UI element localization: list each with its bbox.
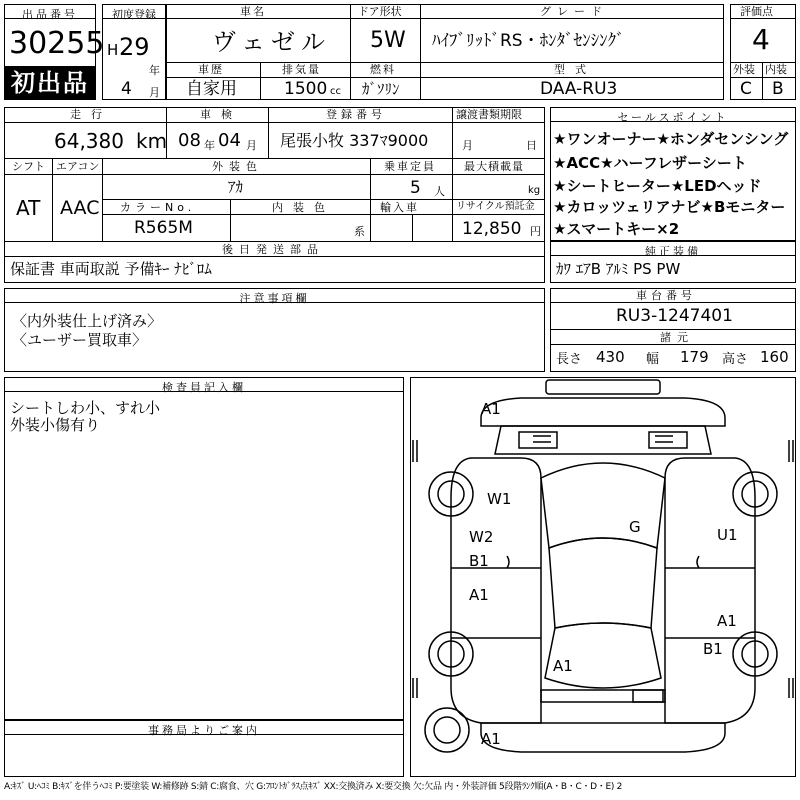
- legend: A:ｷｽﾞ U:ﾍｺﾐ B:ｷｽﾞを伴うﾍｺﾐ P:要塗装 W:補修跡 S:錆 C:腐食、穴 G:ﾌﾛﾝﾄｶﾞﾗｽ点ｷｽﾞ XX:交換済み X:要交換 欠:欠品 内・外装評価 5段階ﾗﾝｸ順(A・B・C・D・E) 2: [4, 782, 623, 792]
- year-unit: 年: [149, 64, 160, 77]
- right-side-outline: [665, 458, 755, 723]
- width: 179: [680, 348, 709, 366]
- damage-code-right-rear-door: A1: [717, 612, 737, 630]
- sales-point: ★スマートキー×2: [553, 220, 680, 238]
- inspection-label: 車検: [200, 108, 242, 121]
- history: 自家用: [186, 79, 237, 99]
- equipment-value: ｶﾜ ｴｱB ｱﾙﾐ PS PW: [556, 260, 681, 278]
- first-listing-badge: 初出品: [5, 66, 95, 100]
- capacity-label: 乗車定員: [384, 160, 436, 173]
- rear-plate: [541, 690, 665, 702]
- load-label: 最大積載量: [464, 160, 524, 173]
- sales-point: ★ワンオーナー★ホンダセンシング: [553, 130, 789, 148]
- height-label: 高さ: [722, 352, 749, 367]
- model: DAA-RU3: [540, 79, 618, 99]
- roof: [549, 538, 657, 628]
- first-reg-year: 29: [119, 33, 150, 61]
- sales-point: ★ACC★ハーフレザーシート: [553, 154, 747, 172]
- inspector-label: 検査員記入欄: [162, 381, 246, 394]
- rating: 4: [752, 23, 770, 56]
- hood-outline: [495, 426, 711, 454]
- front-bumper-outline: [481, 398, 725, 426]
- first-reg-month: 4: [121, 79, 132, 99]
- first-registration-box: [102, 4, 166, 100]
- note-line: 〈ユーザー買取車〉: [12, 331, 148, 349]
- inspection-year-unit: 年: [204, 139, 215, 152]
- office-label: 事務局よりご案内: [148, 724, 260, 737]
- chassis-number: RU3-1247401: [616, 306, 733, 326]
- displacement-unit: cc: [330, 86, 341, 97]
- car-name: ヴェゼル: [212, 28, 332, 56]
- damage-code-roof-rear: A1: [553, 657, 573, 675]
- transfer-label: 譲渡書類期限: [456, 108, 522, 121]
- damage-code-front-bumper: A1: [481, 400, 501, 418]
- mileage-label: 走行: [70, 108, 112, 121]
- mileage-unit: km: [136, 129, 168, 153]
- grade: ﾊｲﾌﾞﾘｯﾄﾞRS・ﾎﾝﾀﾞｾﾝｼﾝｸﾞ: [432, 31, 625, 51]
- car-diagram-panel: [410, 377, 796, 777]
- damage-code-front-left-fender: W1: [487, 490, 512, 508]
- rear-window: [545, 623, 661, 688]
- door-label: ドア形状: [358, 5, 402, 18]
- width-label: 幅: [646, 352, 660, 367]
- capacity: 5: [410, 178, 421, 198]
- notes-label: 注意事項欄: [239, 292, 310, 305]
- capacity-unit: 人: [434, 185, 445, 198]
- displacement: 1500: [284, 79, 328, 99]
- exterior-label: 外装: [733, 63, 755, 76]
- era: H: [107, 41, 119, 59]
- sales-point: ★シートヒーター★LEDヘッド: [553, 177, 762, 195]
- inspector-line: 外装小傷有り: [10, 416, 101, 434]
- damage-code-rear-bumper: A1: [481, 730, 501, 748]
- color-no-label: カラーNo.: [120, 201, 196, 214]
- inspection-month: 04: [218, 130, 241, 151]
- sales-points-label: セールスポイント: [617, 111, 729, 124]
- color-label: 外装色: [212, 160, 263, 173]
- damage-code-right-front-door: U1: [717, 526, 738, 544]
- first-reg-label: 初度登録: [112, 8, 156, 21]
- fuel: ｶﾞｿﾘﾝ: [362, 80, 400, 98]
- note-line: 〈内外装仕上げ済み〉: [12, 312, 163, 330]
- later-parts-label: 後日発送部品: [222, 243, 324, 256]
- shift: AT: [16, 196, 41, 220]
- displacement-label: 排気量: [282, 63, 321, 76]
- dims-label: 諸元: [660, 331, 694, 344]
- recycle-unit: 円: [530, 225, 541, 238]
- interior-label: 内装: [765, 63, 787, 76]
- damage-code-left-front-door-w: W2: [469, 528, 494, 546]
- grade-label: グレード: [540, 5, 608, 18]
- equipment-label: 純正装備: [645, 245, 701, 258]
- damage-code-right-rear-quarter: B1: [703, 640, 723, 658]
- length: 430: [596, 348, 625, 366]
- color: ｱｶ: [228, 178, 244, 196]
- history-label: 車歴: [198, 63, 224, 76]
- damage-code-left-rear-door: A1: [469, 586, 489, 604]
- damage-code-windshield: G: [629, 518, 641, 536]
- ac-label: エアコン: [56, 160, 100, 173]
- exterior-grade: C: [740, 79, 752, 99]
- ac: AAC: [60, 197, 100, 219]
- month-unit: 月: [149, 86, 160, 99]
- door-type: 5W: [370, 28, 406, 53]
- model-label: 型式: [554, 63, 596, 76]
- shift-label: シフト: [12, 160, 45, 173]
- car-name-label: 車名: [240, 5, 266, 18]
- office-box: [4, 720, 404, 777]
- rear-bumper-outline: [481, 723, 725, 752]
- recycle-label: リサイクル預託金: [456, 201, 535, 212]
- interior-grade: B: [772, 79, 784, 99]
- rating-label: 評価点: [740, 5, 773, 18]
- recycle: 12,850: [462, 219, 522, 239]
- import-label: 輸入車: [380, 201, 419, 214]
- transfer-month-unit: 月: [462, 139, 473, 152]
- car-diagram: [411, 378, 795, 776]
- plate: 尾張小牧 337ﾏ9000: [280, 131, 429, 150]
- damage-code-left-front-door-b: B1: [469, 552, 489, 570]
- sales-point: ★カロッツェリアナビ★Bモニター: [553, 198, 786, 216]
- interior-color-label: 内装色: [272, 201, 335, 214]
- height: 160: [760, 348, 789, 366]
- spare-wheel: [425, 708, 469, 752]
- inspection-month-unit: 月: [246, 139, 257, 152]
- mileage: 64,380: [54, 129, 124, 153]
- later-parts: 保証書 車両取説 予備ｷｰ ﾅﾋﾞﾛﾑ: [10, 260, 212, 278]
- fuel-label: 燃料: [370, 63, 396, 76]
- transfer-day-unit: 日: [526, 139, 537, 152]
- load-unit: kg: [528, 185, 541, 196]
- inspection-year: 08: [178, 130, 201, 151]
- front-grille: [546, 380, 660, 394]
- lot-label: 出品番号: [22, 8, 78, 21]
- windshield: [541, 463, 665, 548]
- lot-number: 30255: [9, 26, 105, 61]
- chassis-label: 車台番号: [636, 289, 696, 302]
- color-no: R565M: [134, 218, 193, 238]
- interior-color-unit: 系: [354, 225, 365, 238]
- inspector-line: シートしわ小、すれ小: [10, 399, 161, 417]
- plate-label: 登録番号: [326, 108, 386, 121]
- length-label: 長さ: [556, 352, 583, 367]
